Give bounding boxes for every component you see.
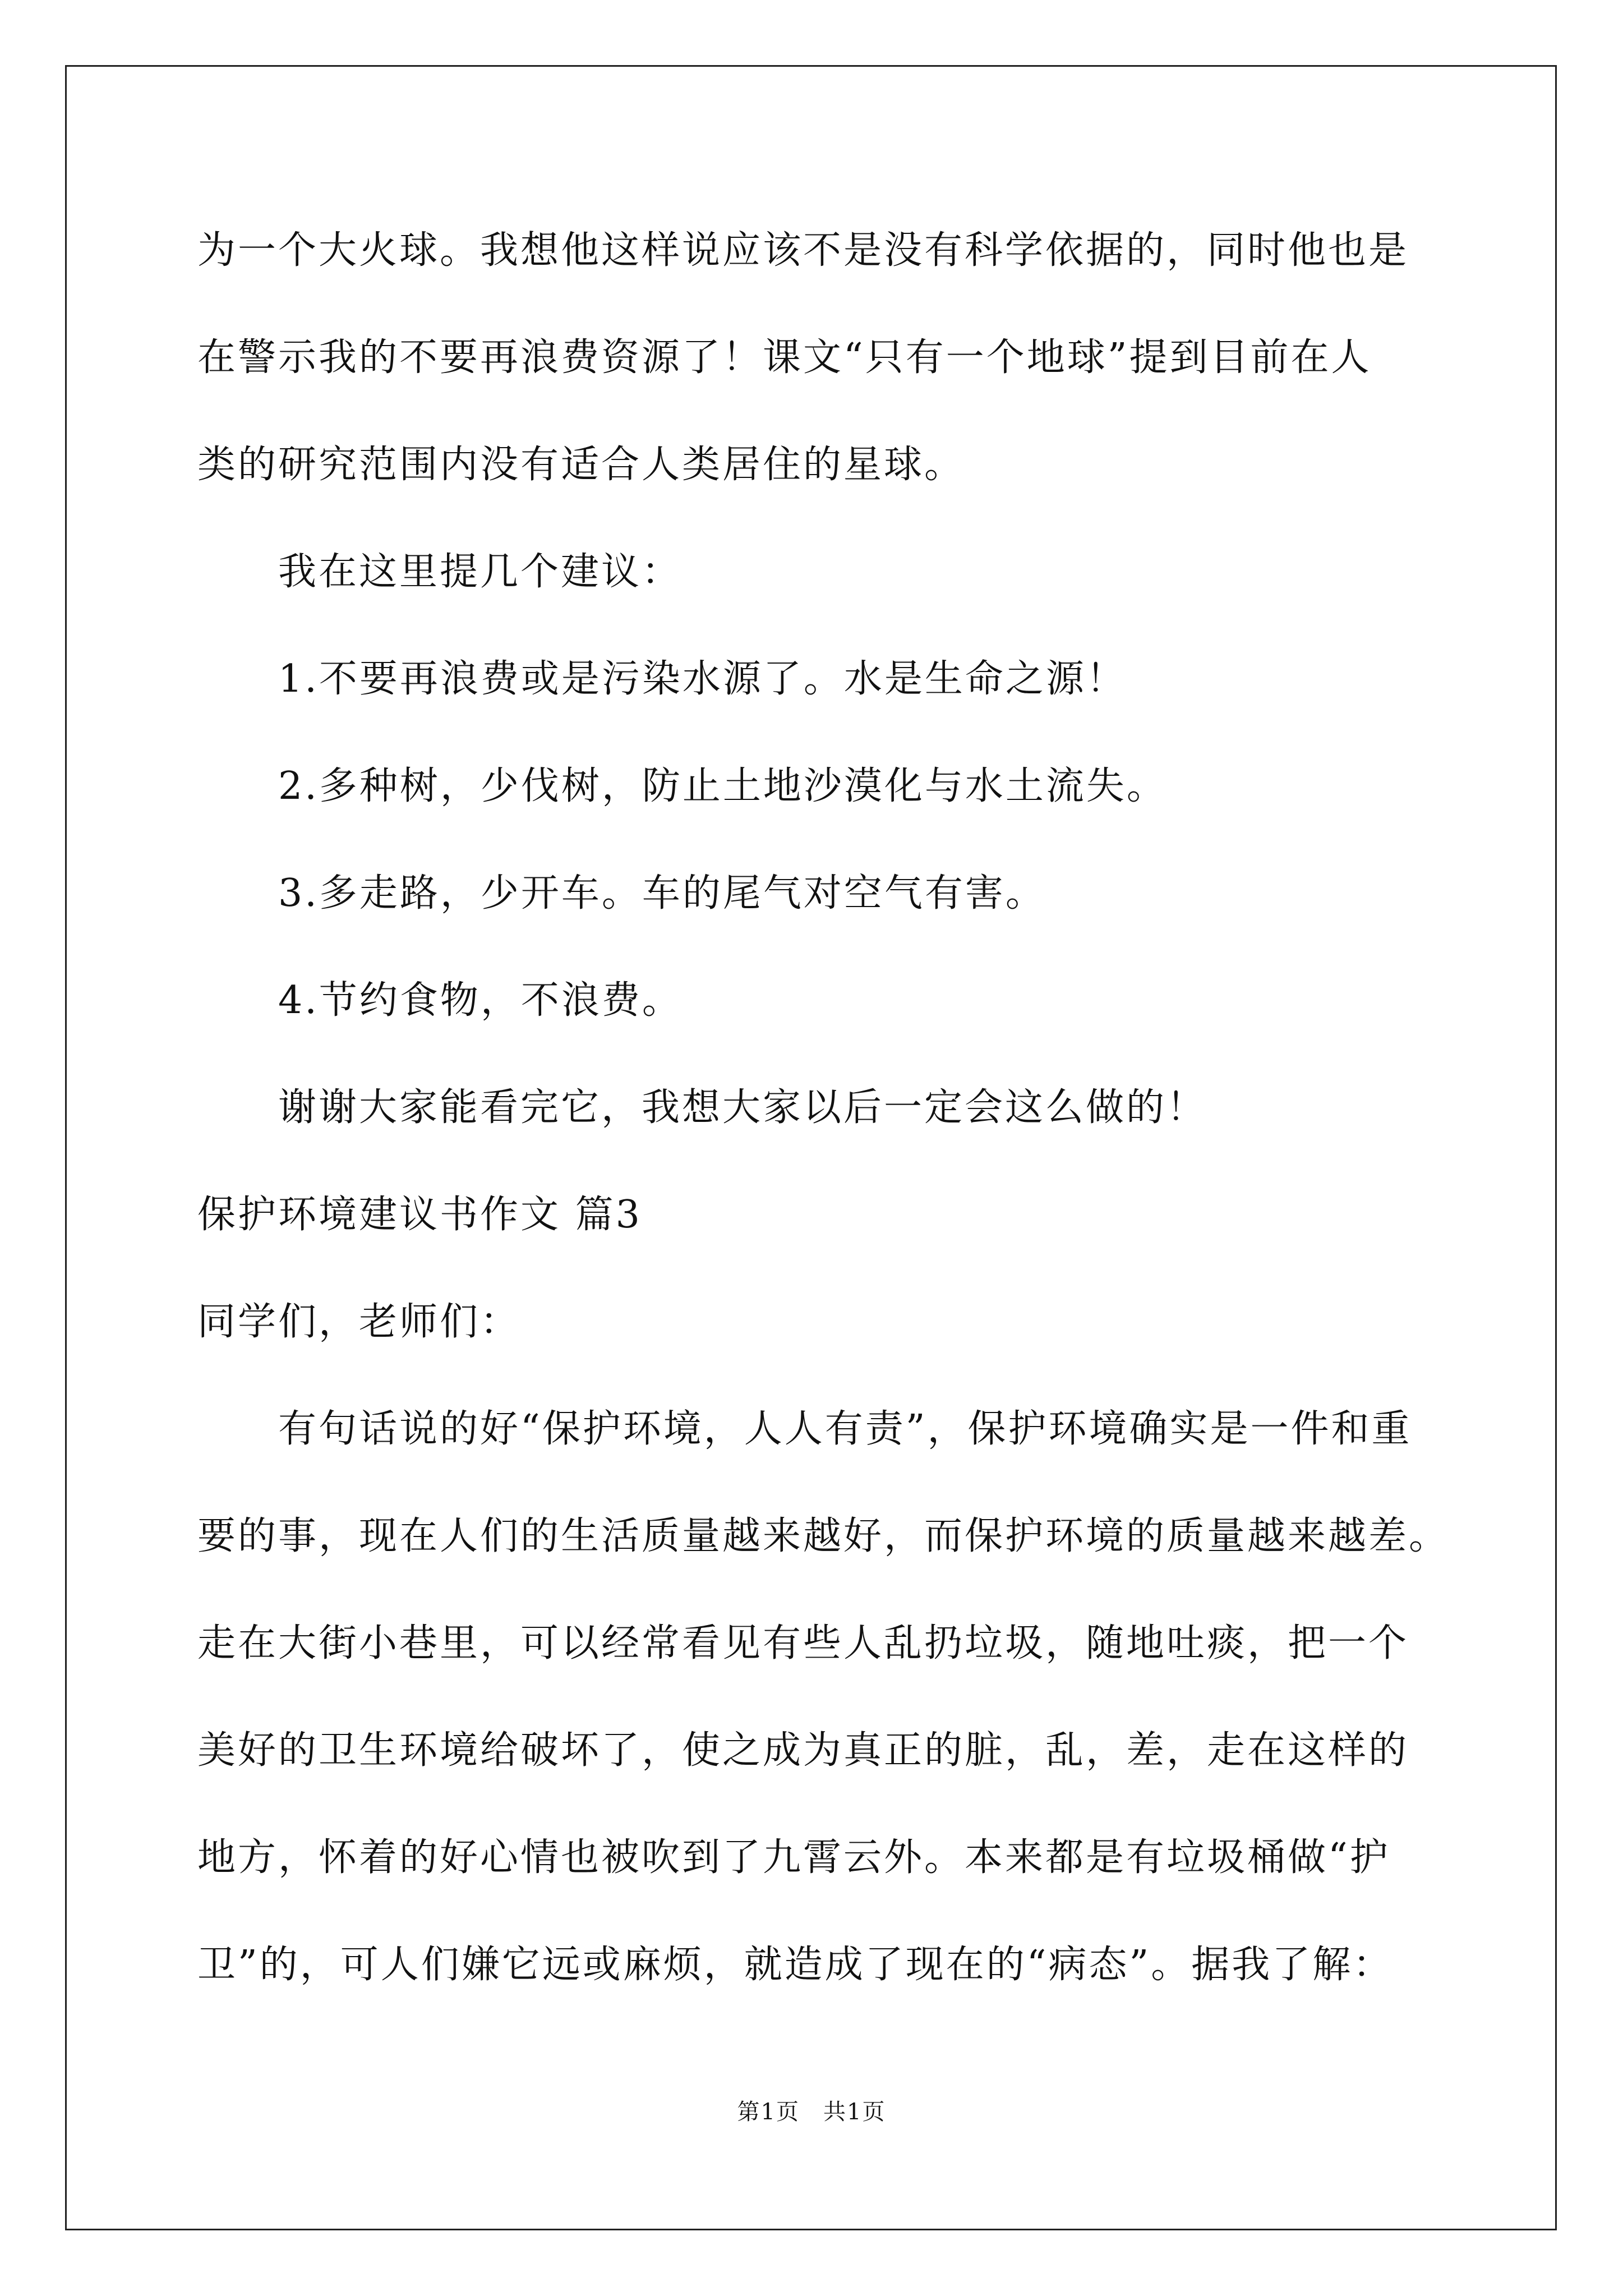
salutation: 同学们，老师们： [197,1300,521,1344]
list-item: 2.多种树，少伐树，防止土地沙漠化与水土流失。 [278,764,1167,808]
list-item: 4.节约食物，不浪费。 [278,978,683,1023]
section-heading: 保护环境建议书作文 篇3 [197,1193,642,1237]
paragraph-line: 在警示我的不要再浪费资源了！课文“只有一个地球”提到目前在人 [197,335,1372,380]
paragraph-line: 有句话说的好“保护环境，人人有责”，保护环境确实是一件和重 [278,1407,1412,1451]
paragraph-line: 类的研究范围内没有适合人类居住的星球。 [197,443,965,487]
paragraph-line: 要的事，现在人们的生活质量越来越好，而保护环境的质量越来越差。 [197,1514,1450,1558]
list-item: 3.多走路，少开车。车的尾气对空气有害。 [278,871,1046,915]
page-number: 第1页 共1页 [737,2099,886,2125]
page-border [65,65,1557,2230]
paragraph-line: 谢谢大家能看完它，我想大家以后一定会这么做的！ [278,1085,1207,1130]
paragraph-line: 我在这里提几个建议： [278,550,683,594]
paragraph-line: 美好的卫生环境给破坏了，使之成为真正的脏，乱，差，走在这样的 [197,1728,1409,1773]
list-item: 1.不要再浪费或是污染水源了。水是生命之源！ [278,657,1127,701]
paragraph-line: 地方，怀着的好心情也被吹到了九霄云外。本来都是有垃圾桶做“护 [197,1835,1390,1880]
paragraph-line: 为一个大火球。我想他这样说应该不是没有科学依据的，同时他也是 [197,228,1409,273]
paragraph-line: 卫”的，可人们嫌它远或麻烦，就造成了现在的“病态”。据我了解： [197,1943,1394,1987]
paragraph-line: 走在大街小巷里，可以经常看见有些人乱扔垃圾，随地吐痰，把一个 [197,1621,1409,1665]
